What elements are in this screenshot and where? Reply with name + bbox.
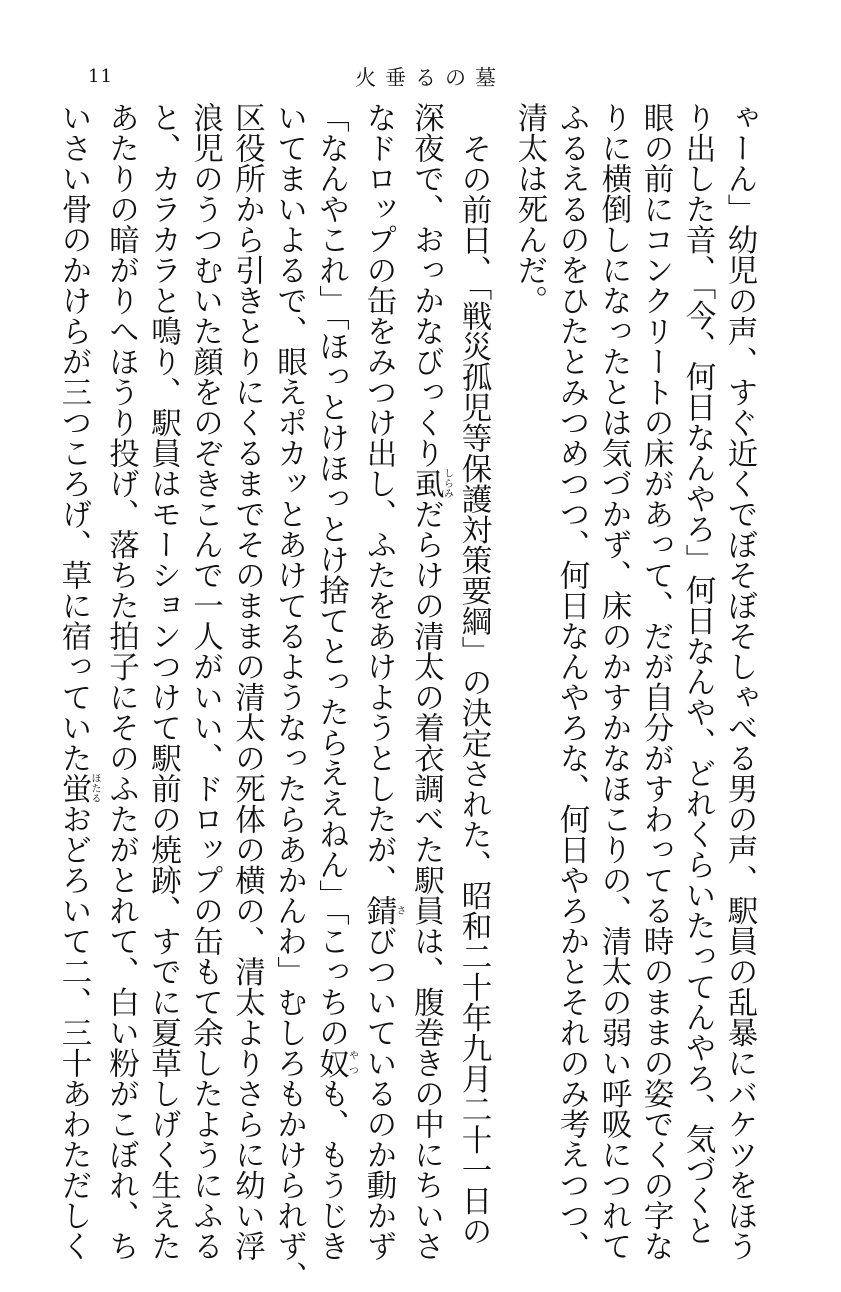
text-column-8 (405, 102, 453, 1261)
text-segment: 「なんやこれ」「ほっとけほっとけ捨てとったらええねん」「こっちの (313, 102, 349, 1048)
text-column-5: ふるえるのをひたとみつめつつ、何日なんやろな、何日やろかとそれのみ考えつつ、 (554, 102, 589, 1261)
text-column-15: あたりの暗がりへほうり投げ、落ちた拍子にそのふたがとれて、白い粉がこぼれ、ち (103, 102, 139, 1261)
text-column-9 (357, 102, 405, 1261)
text-column-12: 区役所から引きとりにくるまでそのままの清太の死体の横の、清太よりさらに幼い浮 (229, 102, 265, 1261)
text-column-3: 眼の前にコンクリートの床があって、だが自分がすわってる時のままの姿でくの字な (638, 102, 673, 1261)
ruby-hotaru: 蛍ほたる (56, 773, 100, 804)
ruby-sa: 錆さ (361, 895, 405, 926)
text-column-2: り出した音、「今、何日なんやろ」何日なんや、どれくらいたってんやろ、気づくと (680, 102, 715, 1246)
text-segment: 深夜で、おっかなびっくり (408, 102, 444, 468)
text-segment: おどろいて二、三十あわただしく (56, 803, 91, 1261)
text-column-16 (52, 102, 100, 1261)
page-number: 11 (88, 66, 113, 87)
text-column-11: いてまいよるで、眼えポカッとあけてるようなったらあかんわ」むしろもかけられず、 (271, 102, 307, 1292)
running-title: 火垂るの墓 (355, 66, 505, 90)
text-column-7: その前日、「戦災孤児等保護対策要綱」の決定された、昭和二十年九月二十一日の (456, 132, 491, 1246)
text-segment: びついているのか動かず (361, 925, 396, 1261)
text-column-1: ゃーん」幼児の声、すぐ近くでぼそぼそしゃべる男の声、駅員の乱暴にバケツをほう (722, 102, 757, 1261)
ruby-yatsu: 奴やつ (313, 1047, 358, 1078)
text-segment: だらけの清太の着衣調べた駅員は、腹巻きの中にちいさ (408, 498, 444, 1261)
ruby-shirami: 虱しらみ (408, 468, 453, 499)
text-column-6: 清太は死んだ。 (512, 102, 547, 316)
text-segment: なドロップの缶をみつけ出し、ふたをあけようとしたが、 (361, 102, 396, 895)
paragraph-break (494, 102, 508, 1142)
text-column-4: りに横倒しになったとは気づかず、床のかすかなほこりの、清太の弱い呼吸につれて (596, 102, 631, 1261)
vertical-text-block (56, 102, 760, 1292)
text-column-10 (310, 102, 358, 1261)
text-column-14: と、カラカラと鳴り、駅員はモーションつけて駅前の焼跡、すでに夏草しげく生えた (145, 102, 181, 1261)
text-segment: いさい骨のかけらが三つころげ、草に宿っていた (56, 102, 91, 773)
text-segment: も、もうじき (313, 1078, 349, 1261)
text-column-13: 浪児のうつむいた顔をのぞきこんで一人がいい、ドロップの缶もて余したようにふる (187, 102, 223, 1261)
